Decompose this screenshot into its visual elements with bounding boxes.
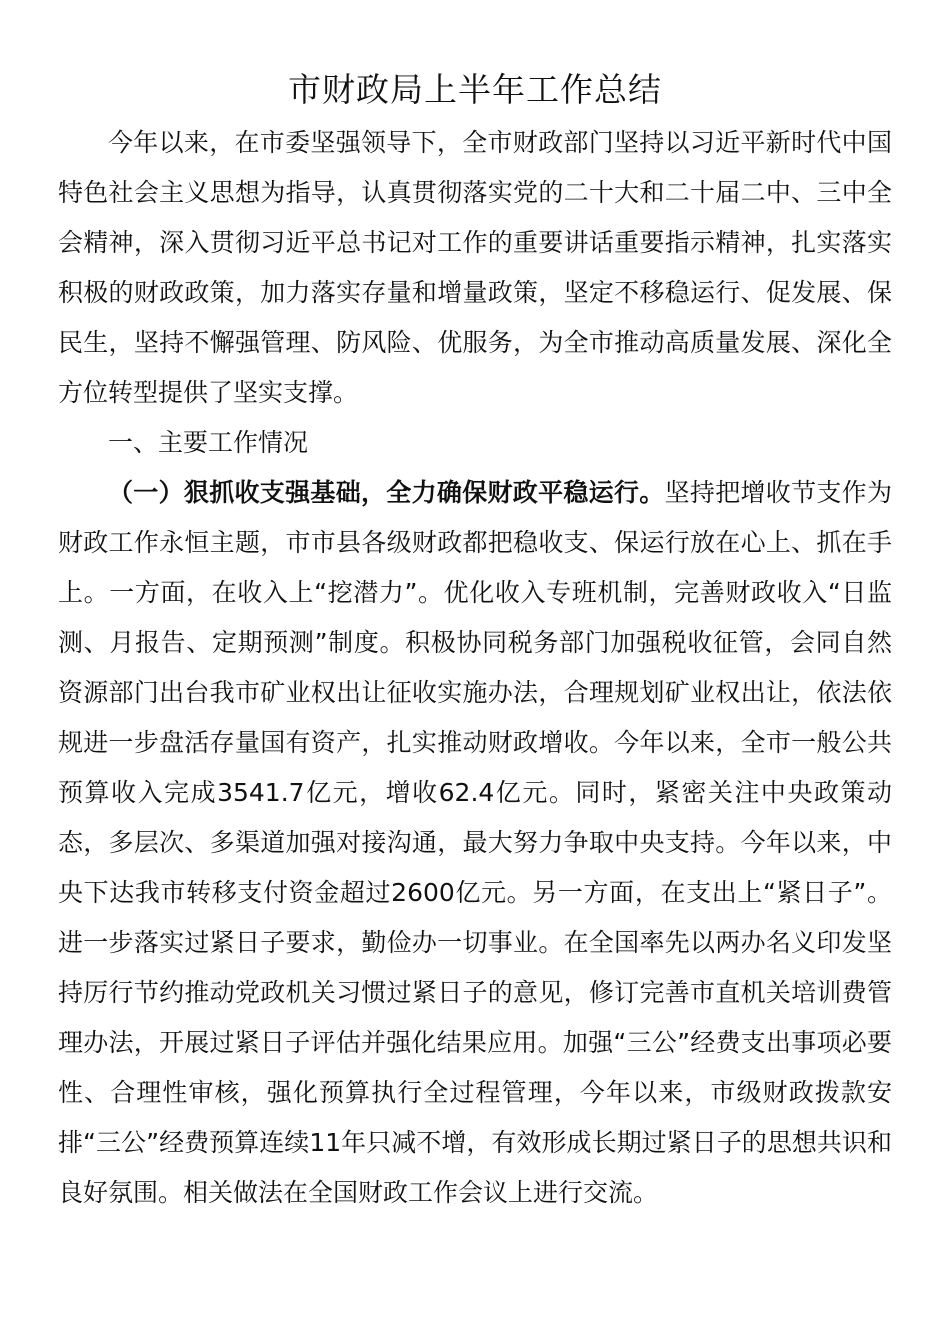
section-heading: 一、主要工作情况: [108, 428, 309, 457]
subsection-lead: （一）狠抓收支强基础，全力确保财政平稳运行。: [108, 478, 665, 507]
intro-paragraph: 今年以来，在市委坚强领导下，全市财政部门坚持以习近平新时代中国特色社会主义思想为指导，认真贯彻落实党的二十大和二十届二中、三中全会精神，深入贯彻习近平总书记对工作的重要讲话重要指示精神，扎实落实积极的财政政策，加力落实存量和增量政策，坚定不移稳运行、促发展、保民生，坚持不懈强管理、防风险、优服务，为全市推动高质量发展、深化全方位转型提供了坚实支撑。: [58, 128, 892, 407]
document-page: [58, 62, 892, 1218]
document-title: 市财政局上半年工作总结: [288, 70, 662, 109]
subsection-paragraph: [58, 468, 892, 1218]
subsection-body: 坚持把增收节支作为财政工作永恒主题，市市县各级财政都把稳收支、保运行放在心上、抓在手上。一方面，在收入上“挖潜力”。优化收入专班机制，完善财政收入“日监测、月报告、定期预测”制度。积极协同税务部门加强税收征管，会同自然资源部门出台我市矿业权出让征收实施办法，合理规划矿业权出让，依法依规进一步盘活存量国有资产，扎实推动财政增收。今年以来，全市一般公共预算收入完成3541.7亿元，增收62.4亿元。同时，紧密关注中央政策动态，多层次、多渠道加强对接沟通，最大努力争取中央支持。今年以来，中央下达我市转移支付资金超过2600亿元。另一方面，在支出上“紧日子”。进一步落实过紧日子要求，勤俭办一切事业。在全国率先以两办名义印发坚持厉行节约推动党政机关习惯过紧日子的意见，修订完善市直机关培训费管理办法，开展过紧日子评估并强化结果应用。加强“三公”经费支出事项必要性、合理性审核，强化预算执行全过程管理，今年以来，市级财政拨款安排“三公”经费预算连续11年只减不增，有效形成长期过紧日子的思想共识和良好氛围。相关做法在全国财政工作会议上进行交流。: [58, 478, 892, 1207]
